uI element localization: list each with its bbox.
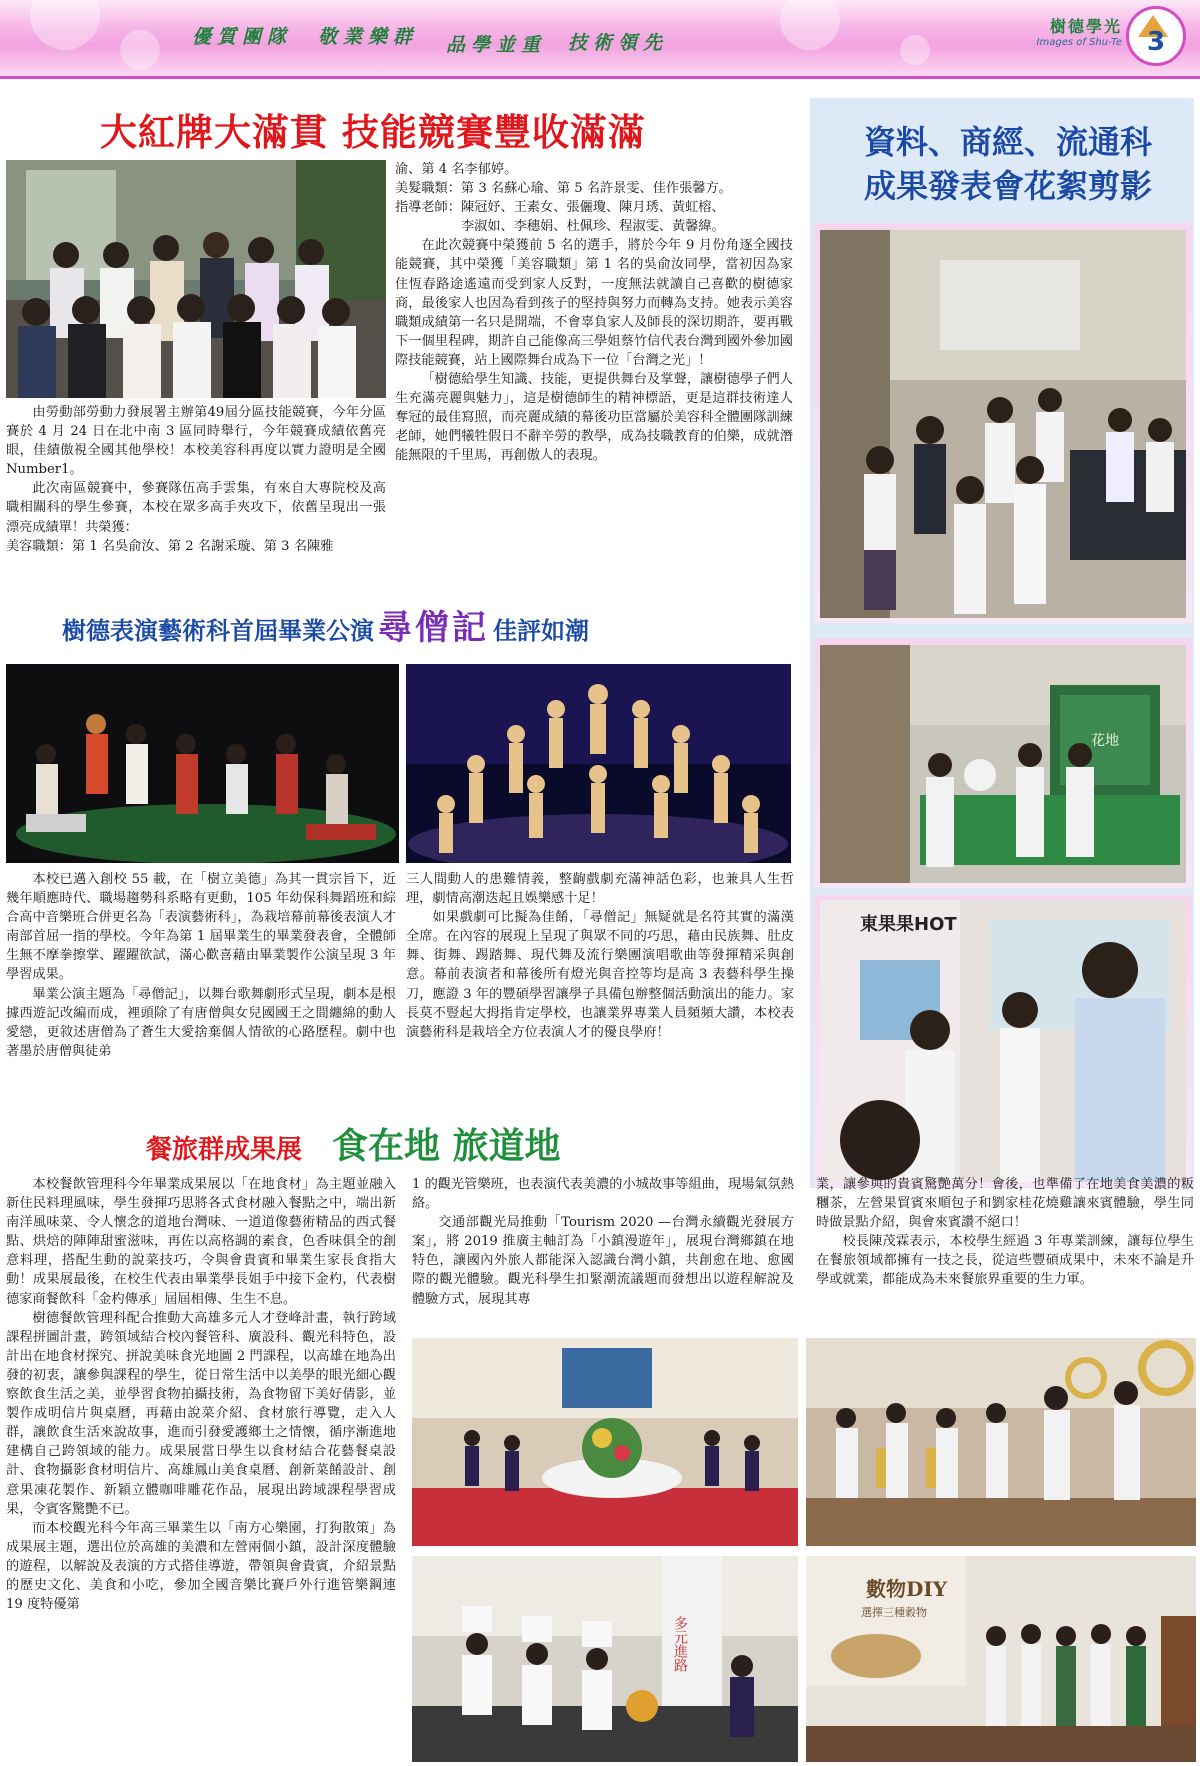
poster-title: 數物DIY <box>866 1577 947 1601</box>
slogan-1: 優質團隊 <box>192 26 293 48</box>
slogan-2: 敬業樂群 <box>318 26 419 48</box>
article2-col2 <box>406 870 794 1042</box>
stage-play-photo <box>6 664 399 863</box>
article2-headline <box>62 600 589 649</box>
banquet-hall-photo <box>412 1338 798 1546</box>
brand-subtitle: Images of Shu-Te <box>1036 37 1122 48</box>
paragraph: 校長陳茂霖表示，本校學生經過 3 年專業訓練，讓每位學生在餐旅領域都擁有一技之長，從這些豐碩成果中，未來不論是升學或就業，都能成為未來餐旅界重要的生力軍。 <box>816 1234 1194 1288</box>
article3-col3 <box>816 1175 1194 1290</box>
brand-title: 樹德學光 <box>1049 17 1122 36</box>
expo-crowd-photo <box>820 230 1186 618</box>
article2-headline-pre: 樹德表演藝術科首屆畢業公演 <box>62 617 374 645</box>
paragraph: 在此次競賽中榮獲前 5 名的選手，將於今年 9 月份角逐全國技能競賽，其中榮獲「美容職類」第 1 名的吳俞汝同學，當初因為家住恆春路途遙遠而受到家人反對，一度無法就讀自己喜歡的樹德家商，最後家人也因為看到孩子的堅持與努力而轉為支持。她表示美容職類成績第一名只是開端，不會辜負家人及師長的深切期許，要再戰下一個里程碑，期許自己能像高三學姐蔡竹信代表台灣到國外參加國際技能競賽，站上國際舞台成為下一位「台灣之光」！ <box>395 238 793 368</box>
paragraph: 本校餐飲管理科今年畢業成果展以「在地食材」為主題並融入新住民料理風味，學生發揮巧思將各式食材融入餐點之中，端出新南洋風味菜、令人懷念的道地台灣味、一道道像藝術精品的西式餐點、烘焙的陣陣甜蜜滋味，再佐以高格調的素食，色香味俱全的創意料理，搭配生動的說菜技巧，令與會貴賓和畢業生家長食指大動！成果展最後，在校生代表由畢業學長姐手中接下金杓，代表樹德家商餐飲科「金杓傳承」屆屆相傳、生生不息。 <box>6 1177 396 1307</box>
belly-dance-photo <box>406 664 791 863</box>
paragraph: 1 的觀光管樂班，也表演代表美濃的小城故事等組曲，現場氣氛熱絡。 <box>412 1177 794 1212</box>
paragraph: 畢業公演主題為「尋僧記」，以舞台歌舞劇形式呈現，劇本是根據西遊記改編而成，裡頭除了有唐僧與女兒國國王之間纏綿的動人愛戀，更敘述唐僧為了蒼生大愛捨棄個人情欲的心路歷程。劇中也著墨於唐僧與徒弟 <box>6 986 396 1059</box>
paragraph: 三人間動人的患難情義，整齣戲劇充滿神話色彩，也兼具人生哲理，劇情高潮迭起且娛樂感十足！ <box>406 872 794 907</box>
paragraph: 如果戲劇可比擬為佳餚，「尋僧記」無疑就是名符其實的滿漢全席。在內容的展現上呈現了與眾不同的巧思，藉由民族舞、肚皮舞、街舞、踢踏舞、現代舞及流行樂團演唱歌曲等發揮精采與創意。幕前表演者和幕後所有燈光與音控等均是高 3 表藝科學生操刀，應證 3 年的豐碩學習讓學子具備包辦整個活動演出的能力。家長莫不豎起大拇指肯定學校，也讓業界專業人員頻頻大讚，本校表演藝術科是栽培全方位表演人才的優良學府！ <box>406 910 794 1040</box>
page-header <box>0 0 1200 79</box>
paragraph: 而本校觀光科今年高三畢業生以「南方心樂園，打狗散策」為成果展主題，選出位於高雄的美濃和左營兩個小鎮，設計深度體驗的遊程，以解說及表演的方式搭佳導遊，帶領與會貴賓，介紹景點的歷史文化、美食和小吃，參加全國音樂比賽戶外行進管樂鋼連 19 度特優第 <box>6 1520 396 1613</box>
poster-subtitle: 選擇三種穀物 <box>861 1606 927 1619</box>
paragraph: 交通部觀光局推動「Tourism 2020 —台灣永續觀光發展方案」，將 2019 推廣主軸訂為「小鎮漫遊年」，展現台灣鄉鎮在地特色，讓國內外旅人都能深入認識台灣小鎮，共創愈在地、愈國際的觀光體驗。觀光科學生扣緊潮流議題而發想出以遊程解說及體驗方式，展現其專 <box>412 1215 794 1307</box>
sidebar-headline <box>828 120 1188 208</box>
banner-text: 多元進路 <box>672 1616 688 1672</box>
article3-col1 <box>6 1175 396 1614</box>
article3-headline-b: 食在地 旅道地 <box>332 1126 561 1167</box>
paragraph: 美容職類：第 1 名吳俞汝、第 2 名謝采璇、第 3 名陳雅 <box>6 538 334 554</box>
article2-headline-post: 佳評如潮 <box>493 617 589 645</box>
article3-headline-a: 餐旅群成果展 <box>146 1135 303 1165</box>
article1-col1 <box>6 403 386 556</box>
article1-col2 <box>395 160 793 466</box>
page-number-badge <box>1126 6 1186 66</box>
paragraph: 本校已邁入創校 55 載，在「樹立美德」為其一貫宗旨下，近幾年順應時代、職場趨勢科系略有更動，105 年幼保科舞蹈班和綜合高中音樂班合併更名為「表演藝術科」，為栽培幕前幕後表演人才南部首屈一指的學校。今年為第 1 屆畢業生的畢業發表會，全體師生無不摩拳擦掌、躍躍欲試，滿心歡喜藉由畢業製作公演呈現 3 年學習成果。 <box>6 872 396 983</box>
article1-headline: 大紅牌大滿貫 技能競賽豐收滿滿 <box>100 111 646 154</box>
stage-performers-photo <box>806 1556 1196 1762</box>
expo-presentation-photo <box>820 900 1186 1182</box>
paragraph: 李淑如、李穗娟、杜佩珍、程淑雯、黃馨緯。 <box>461 219 725 235</box>
expo-booth-photo <box>820 645 1186 883</box>
paragraph: 指導老師：陳冠妤、王素女、張儷瓊、陳月琇、黃虹榕、 <box>395 200 725 216</box>
brand <box>1037 14 1122 48</box>
article2-col1 <box>6 870 396 1061</box>
award-group-photo <box>6 160 386 398</box>
chefs-photo <box>412 1556 798 1762</box>
marching-band-photo <box>806 1338 1196 1546</box>
slogan-3: 品學並重 <box>446 34 547 56</box>
paragraph: 業，讓參與的貴賓驚艷萬分！會後，也準備了在地美食美濃的粄糰茶，左營果貿賓來順包子和劉家桂花燒雞讓來賓體驗，學生同時做景點介紹，與會來賓讚不絕口！ <box>816 1177 1194 1231</box>
paragraph: 此次南區競賽中，參賽隊伍高手雲集，有來自大專院校及高職相關科的學生參賽，本校在眾多高手夾攻下，依舊呈現出一張漂亮成績單！共榮獲： <box>6 481 386 535</box>
article2-headline-em: 尋僧記 <box>378 608 489 648</box>
article3-col2 <box>412 1175 794 1309</box>
paragraph: 「樹德給學生知識、技能，更提供舞台及掌聲，讓樹德學子們人生充滿亮麗與魅力」，這是樹德師生的精神標語，更是這群技術達人奪冠的最佳寫照，而亮麗成績的幕後功臣當屬於美容科全體團隊訓練老師，她們犧牲假日不辭辛勞的教學，成為技職教育的伯樂，成就潛能無限的千里馬，再創傲人的表現。 <box>395 372 793 464</box>
paragraph: 由勞動部勞動力發展署主辦第49屆分區技能競賽，今年分區賽於 4 月 24 日在北中南 3 區同時舉行，今年競賽成績依舊亮眼，佳績傲視全國其他學校！本校美容科再度以實力證明是全國 Number1。 <box>6 405 386 478</box>
screen-text: 花地 <box>1091 733 1119 749</box>
paragraph: 渝、第 4 名李郁婷。 <box>395 162 518 177</box>
paragraph: 美髮職類：第 3 名蘇心瑜、第 5 名許景雯、佳作張馨方。 <box>395 181 732 197</box>
article3-headline <box>146 1118 561 1169</box>
slogan-4: 技術領先 <box>568 32 669 54</box>
page-number: 3 <box>1146 27 1166 57</box>
paragraph: 樹德餐飲管理科配合推動大高雄多元人才登峰計畫，執行跨域課程拼圖計畫，跨領域結合校內餐管科、廣設科、觀光科特色，設計出在地食材探究、拼說美味食光地圖 2 門課程，以高雄在地為出發的初衷，讓參與課程的學生，從日常生活中以美學的眼光細心觀察飲食生活之美，並學習食物拍攝技術，為食物留下美好倩影，並製作成明信片與桌曆，再藉由說菜介紹、食材旅行導覽，走入人群，讓飲食生活來說故事，進而引發愛護鄉土之情懷，循序漸進地建構自己跨領域的能力。成果展當日學生以食材結合花藝餐桌設計、食物攝影食材明信片、高雄鳳山美食桌曆、創新菜餚設計、創意果凍花製作、新穎立體咖啡雕花作品，展現出跨域課程學習成果，令賓客驚艷不已。 <box>6 1310 396 1517</box>
sidebar-headline-line2: 成果發表會花絮剪影 <box>863 167 1152 205</box>
sidebar-headline-line1: 資料、商經、流通科 <box>863 123 1152 161</box>
poster-text: 東果果HOT <box>860 914 957 935</box>
